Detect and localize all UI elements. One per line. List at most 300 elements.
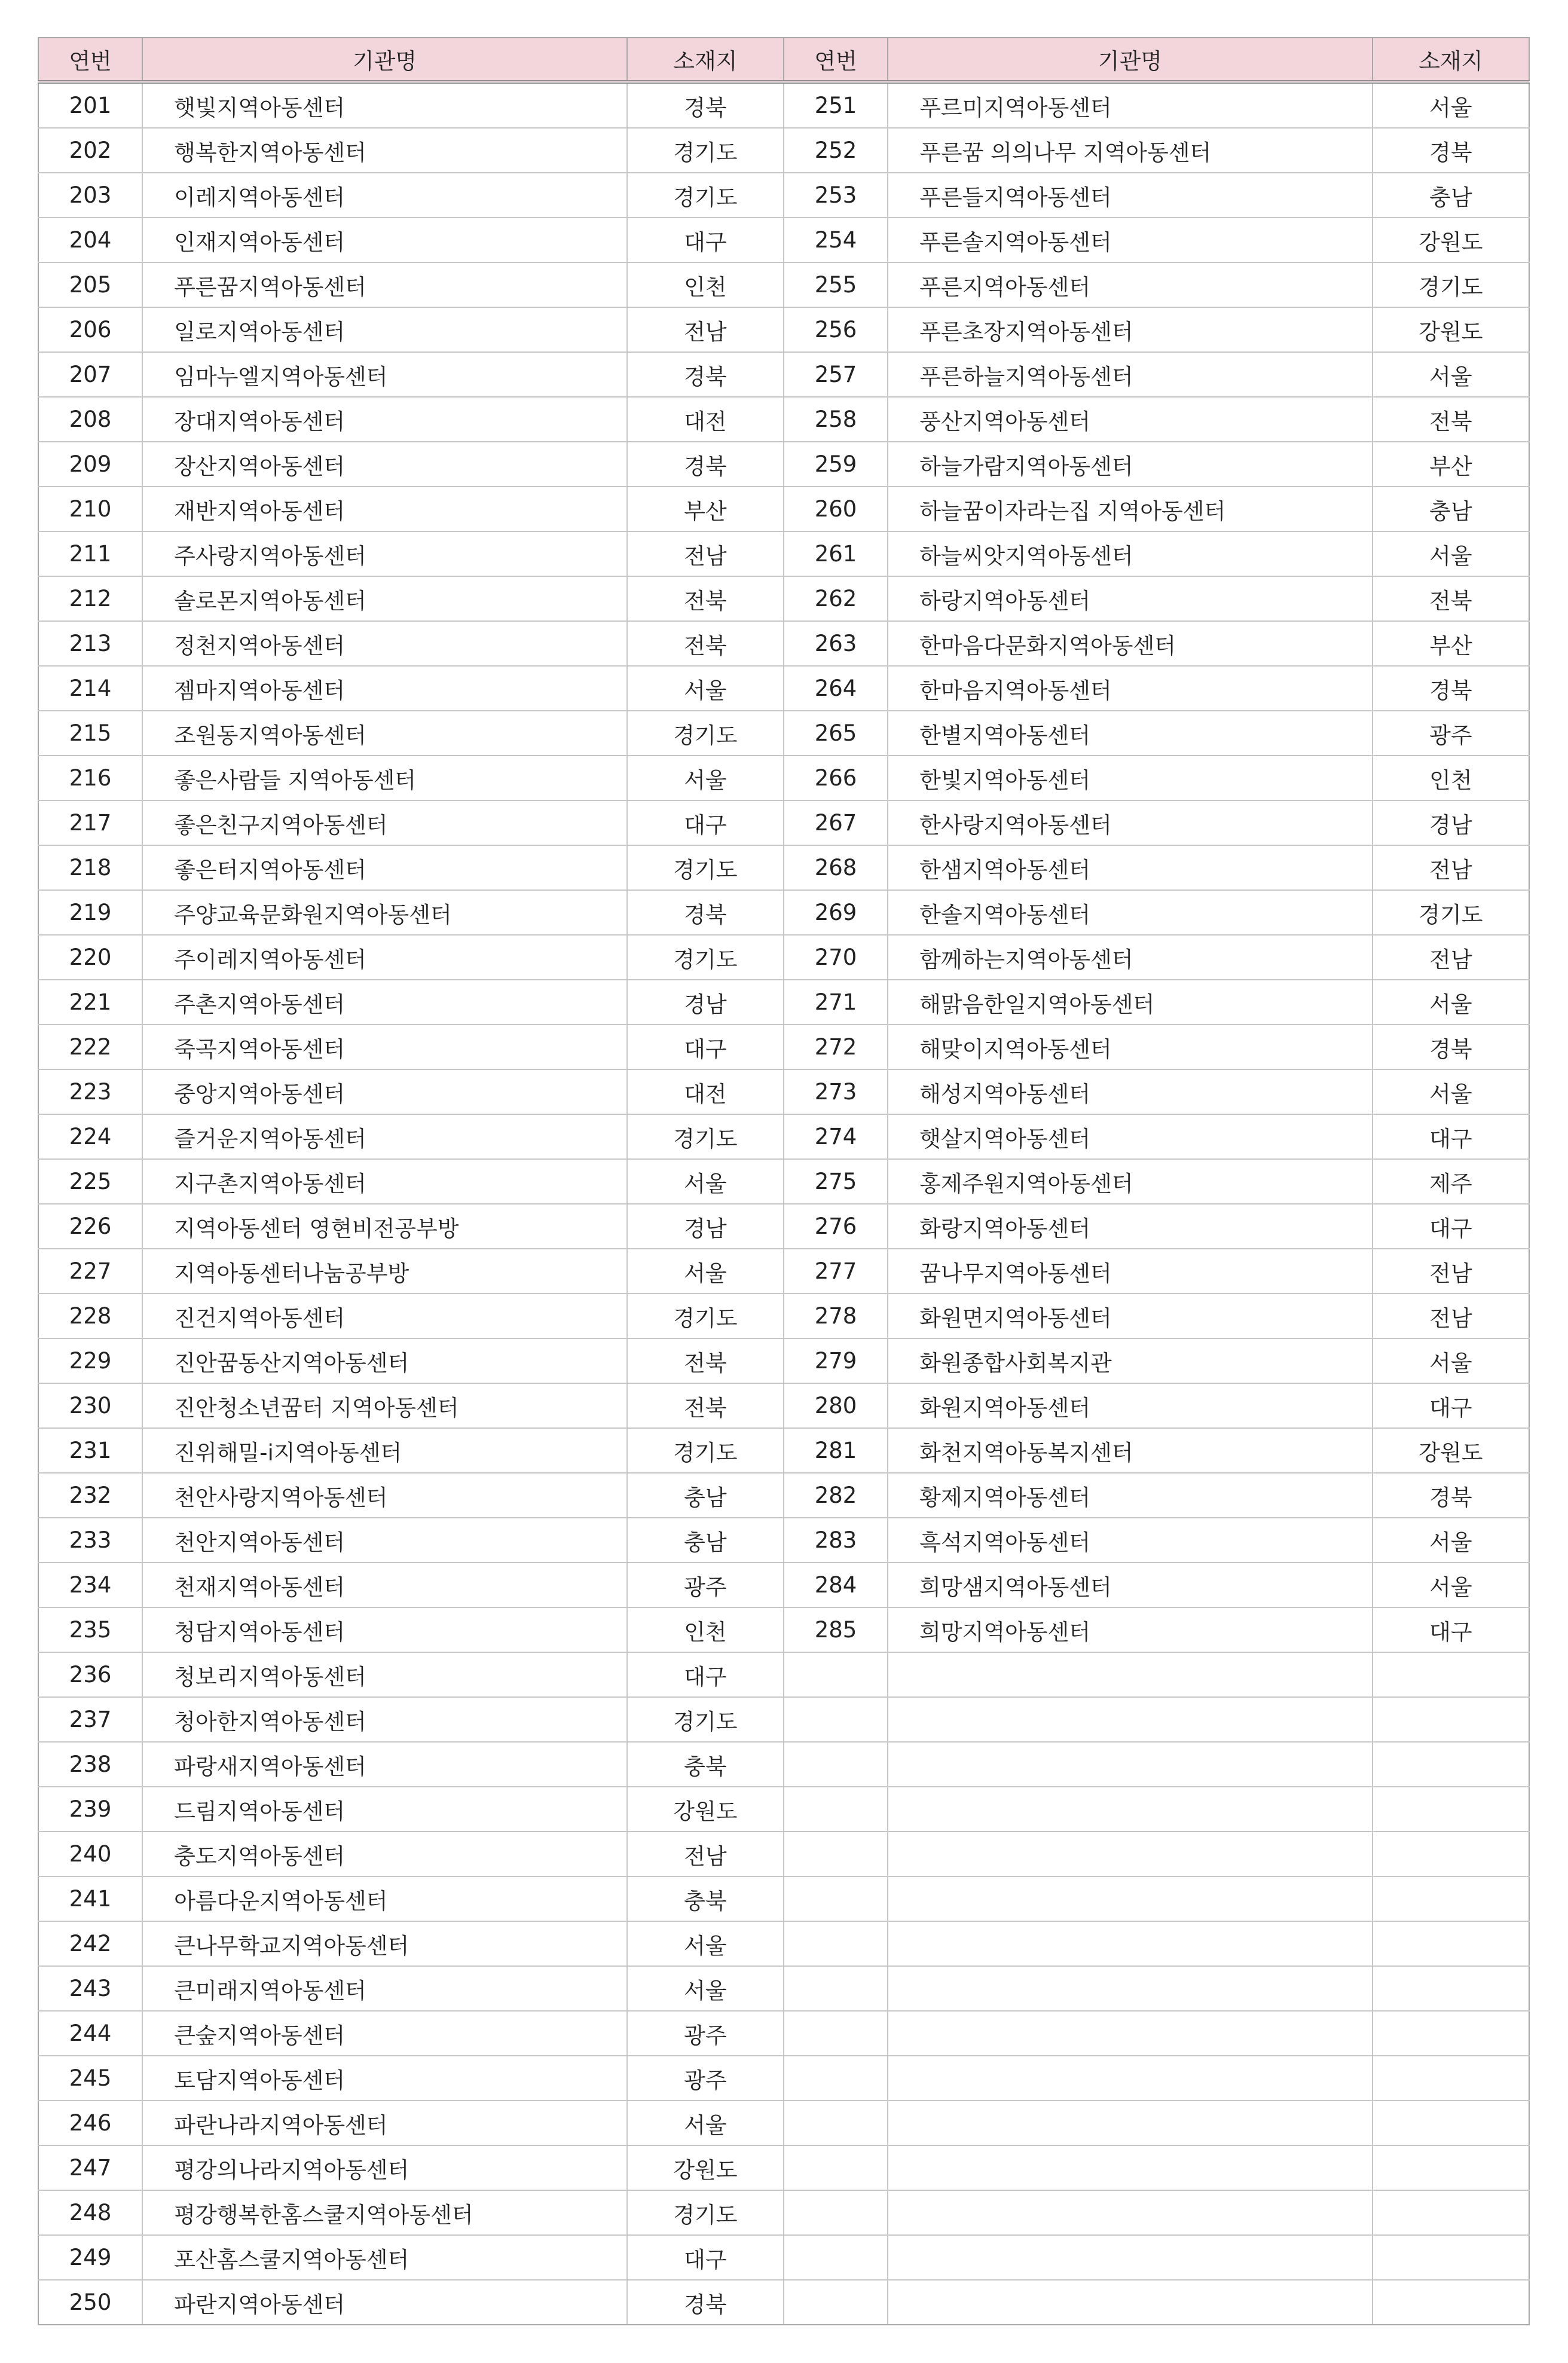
right-institution-cell: 화원면지역아동센터: [888, 1294, 1373, 1338]
table-row: [38, 218, 1529, 262]
right-institution-cell: 황제지역아동센터: [888, 1473, 1373, 1518]
left-location-cell: 강원도: [627, 1787, 784, 1832]
left-location-cell: 광주: [627, 1563, 784, 1607]
right-institution-cell: 하늘꿈이자라는집 지역아동센터: [888, 487, 1373, 531]
left-institution-cell: 주양교육문화원지역아동센터: [142, 890, 627, 935]
right-location-cell: [1373, 2101, 1529, 2145]
right-number-cell: 283: [784, 1518, 888, 1563]
left-location-cell: 대구: [627, 1652, 784, 1697]
right-number-cell: 272: [784, 1025, 888, 1069]
left-location-cell: 인천: [627, 262, 784, 307]
left-location-cell: 대구: [627, 800, 784, 845]
left-institution-cell: 젬마지역아동센터: [142, 666, 627, 711]
left-institution-cell: 정천지역아동센터: [142, 621, 627, 666]
right-number-cell: [784, 1921, 888, 1966]
right-institution-cell: 푸르미지역아동센터: [888, 82, 1373, 128]
left-institution-cell: 푸른꿈지역아동센터: [142, 262, 627, 307]
left-number-cell: 227: [38, 1249, 142, 1294]
table-row: [38, 1921, 1529, 1966]
right-institution-cell: [888, 2011, 1373, 2056]
right-number-cell: 254: [784, 218, 888, 262]
left-location-cell: 대구: [627, 1025, 784, 1069]
header-row: [38, 38, 1529, 82]
table-row: [38, 442, 1529, 487]
right-institution-cell: 해맑음한일지역아동센터: [888, 980, 1373, 1025]
left-number-cell: 244: [38, 2011, 142, 2056]
right-location-cell: [1373, 2145, 1529, 2190]
left-number-cell: 206: [38, 307, 142, 352]
right-location-cell: 경북: [1373, 666, 1529, 711]
right-institution-cell: 햇살지역아동센터: [888, 1114, 1373, 1159]
table-row: [38, 307, 1529, 352]
left-location-cell: 경기도: [627, 935, 784, 980]
right-institution-cell: 푸른솔지역아동센터: [888, 218, 1373, 262]
table-row: [38, 1518, 1529, 1563]
left-number-cell: 222: [38, 1025, 142, 1069]
right-location-cell: [1373, 1652, 1529, 1697]
left-location-cell: 충남: [627, 1473, 784, 1518]
right-institution-cell: 푸른꿈 의의나무 지역아동센터: [888, 128, 1373, 173]
right-location-cell: [1373, 1832, 1529, 1876]
right-institution-cell: 흑석지역아동센터: [888, 1518, 1373, 1563]
left-institution-cell: 주사랑지역아동센터: [142, 531, 627, 576]
table-row: [38, 1383, 1529, 1428]
table-row: [38, 397, 1529, 442]
left-location-cell: 전남: [627, 1832, 784, 1876]
table-row: [38, 262, 1529, 307]
left-number-cell: 218: [38, 845, 142, 890]
right-number-cell: 276: [784, 1204, 888, 1249]
table-row: [38, 1114, 1529, 1159]
table-row: [38, 1832, 1529, 1876]
left-location-cell: 광주: [627, 2011, 784, 2056]
right-number-cell: [784, 1832, 888, 1876]
right-institution-cell: 희망지역아동센터: [888, 1607, 1373, 1652]
right-number-cell: 263: [784, 621, 888, 666]
left-number-cell: 201: [38, 82, 142, 128]
table-row: [38, 1159, 1529, 1204]
right-number-cell: 255: [784, 262, 888, 307]
left-location-cell: 경기도: [627, 1697, 784, 1742]
left-institution-cell: 좋은친구지역아동센터: [142, 800, 627, 845]
left-location-cell: 경북: [627, 890, 784, 935]
left-location-cell: 서울: [627, 756, 784, 800]
right-location-cell: 경기도: [1373, 890, 1529, 935]
right-institution-cell: 하늘가람지역아동센터: [888, 442, 1373, 487]
right-institution-cell: 해성지역아동센터: [888, 1069, 1373, 1114]
right-institution-cell: [888, 2145, 1373, 2190]
right-institution-cell: 한별지역아동센터: [888, 711, 1373, 756]
right-number-cell: [784, 2011, 888, 2056]
left-institution-cell: 청아한지역아동센터: [142, 1697, 627, 1742]
right-number-cell: [784, 2280, 888, 2325]
right-institution-cell: 홍제주원지역아동센터: [888, 1159, 1373, 1204]
right-location-cell: [1373, 1697, 1529, 1742]
left-institution-cell: 장산지역아동센터: [142, 442, 627, 487]
right-institution-cell: [888, 2280, 1373, 2325]
table-row: [38, 2235, 1529, 2280]
left-number-cell: 245: [38, 2056, 142, 2101]
table-row: [38, 1025, 1529, 1069]
left-number-cell: 204: [38, 218, 142, 262]
table-row: [38, 756, 1529, 800]
right-institution-cell: 화원지역아동센터: [888, 1383, 1373, 1428]
right-institution-cell: [888, 2190, 1373, 2235]
left-number-cell: 202: [38, 128, 142, 173]
right-location-cell: [1373, 2280, 1529, 2325]
table-row: [38, 531, 1529, 576]
right-location-cell: [1373, 1787, 1529, 1832]
right-number-cell: [784, 1876, 888, 1921]
table-row: [38, 845, 1529, 890]
left-location-cell: 대전: [627, 1069, 784, 1114]
right-number-cell: 273: [784, 1069, 888, 1114]
left-institution-cell: 평강행복한홈스쿨지역아동센터: [142, 2190, 627, 2235]
left-location-cell: 서울: [627, 2101, 784, 2145]
left-institution-cell: 충도지역아동센터: [142, 1832, 627, 1876]
table-row: [38, 1294, 1529, 1338]
table-row: [38, 2145, 1529, 2190]
table-row: [38, 1428, 1529, 1473]
left-institution-cell: 포산홈스쿨지역아동센터: [142, 2235, 627, 2280]
right-location-cell: 충남: [1373, 173, 1529, 218]
right-number-cell: [784, 1966, 888, 2011]
right-institution-cell: 화천지역아동복지센터: [888, 1428, 1373, 1473]
right-location-cell: 제주: [1373, 1159, 1529, 1204]
table-row: [38, 2101, 1529, 2145]
right-number-cell: 275: [784, 1159, 888, 1204]
left-location-cell: 전남: [627, 531, 784, 576]
right-location-cell: 서울: [1373, 980, 1529, 1025]
right-number-cell: 261: [784, 531, 888, 576]
left-number-cell: 219: [38, 890, 142, 935]
table-row: [38, 1966, 1529, 2011]
table-row: [38, 173, 1529, 218]
right-number-cell: 277: [784, 1249, 888, 1294]
right-institution-cell: [888, 1652, 1373, 1697]
right-number-cell: 274: [784, 1114, 888, 1159]
right-location-cell: 대구: [1373, 1383, 1529, 1428]
right-location-cell: 경북: [1373, 128, 1529, 173]
left-location-cell: 전북: [627, 1338, 784, 1383]
left-institution-cell: 지구촌지역아동센터: [142, 1159, 627, 1204]
right-location-cell: [1373, 2235, 1529, 2280]
left-location-cell: 경남: [627, 1204, 784, 1249]
left-number-cell: 241: [38, 1876, 142, 1921]
left-number-cell: 220: [38, 935, 142, 980]
left-location-cell: 경기도: [627, 711, 784, 756]
right-number-cell: 278: [784, 1294, 888, 1338]
left-number-cell: 237: [38, 1697, 142, 1742]
right-location-cell: 강원도: [1373, 218, 1529, 262]
right-location-cell: 부산: [1373, 442, 1529, 487]
right-institution-cell: 푸른지역아동센터: [888, 262, 1373, 307]
left-institution-cell: 즐거운지역아동센터: [142, 1114, 627, 1159]
right-institution-cell: [888, 2235, 1373, 2280]
header-number-left: 연번: [38, 38, 142, 82]
right-institution-cell: [888, 1966, 1373, 2011]
right-institution-cell: [888, 1697, 1373, 1742]
right-institution-cell: 화랑지역아동센터: [888, 1204, 1373, 1249]
right-number-cell: 270: [784, 935, 888, 980]
right-institution-cell: 하늘씨앗지역아동센터: [888, 531, 1373, 576]
right-institution-cell: 한솔지역아동센터: [888, 890, 1373, 935]
left-institution-cell: 파란지역아동센터: [142, 2280, 627, 2325]
right-location-cell: 경북: [1373, 1025, 1529, 1069]
header-location-left: 소재지: [627, 38, 784, 82]
table-row: [38, 711, 1529, 756]
left-location-cell: 강원도: [627, 2145, 784, 2190]
left-number-cell: 229: [38, 1338, 142, 1383]
right-number-cell: 284: [784, 1563, 888, 1607]
institution-list-sheet: [38, 37, 1530, 2325]
right-location-cell: 서울: [1373, 82, 1529, 128]
right-number-cell: 267: [784, 800, 888, 845]
right-location-cell: 서울: [1373, 1069, 1529, 1114]
left-location-cell: 전북: [627, 621, 784, 666]
right-location-cell: [1373, 1742, 1529, 1787]
right-number-cell: 259: [784, 442, 888, 487]
left-institution-cell: 죽곡지역아동센터: [142, 1025, 627, 1069]
left-number-cell: 230: [38, 1383, 142, 1428]
left-institution-cell: 행복한지역아동센터: [142, 128, 627, 173]
left-institution-cell: 진위해밀-i지역아동센터: [142, 1428, 627, 1473]
left-number-cell: 223: [38, 1069, 142, 1114]
right-number-cell: 253: [784, 173, 888, 218]
left-institution-cell: 천안지역아동센터: [142, 1518, 627, 1563]
right-institution-cell: 푸른하늘지역아동센터: [888, 352, 1373, 397]
left-number-cell: 236: [38, 1652, 142, 1697]
right-institution-cell: 한샘지역아동센터: [888, 845, 1373, 890]
left-number-cell: 213: [38, 621, 142, 666]
left-institution-cell: 토담지역아동센터: [142, 2056, 627, 2101]
left-location-cell: 경기도: [627, 173, 784, 218]
left-institution-cell: 아름다운지역아동센터: [142, 1876, 627, 1921]
left-number-cell: 216: [38, 756, 142, 800]
left-institution-cell: 평강의나라지역아동센터: [142, 2145, 627, 2190]
right-institution-cell: 함께하는지역아동센터: [888, 935, 1373, 980]
left-number-cell: 212: [38, 576, 142, 621]
table-row: [38, 890, 1529, 935]
left-location-cell: 경기도: [627, 1294, 784, 1338]
right-number-cell: 257: [784, 352, 888, 397]
left-institution-cell: 큰나무학교지역아동센터: [142, 1921, 627, 1966]
right-number-cell: 258: [784, 397, 888, 442]
table-row: [38, 487, 1529, 531]
left-location-cell: 전북: [627, 576, 784, 621]
right-institution-cell: [888, 1921, 1373, 1966]
left-location-cell: 충북: [627, 1742, 784, 1787]
left-location-cell: 서울: [627, 1249, 784, 1294]
left-number-cell: 209: [38, 442, 142, 487]
right-number-cell: [784, 2190, 888, 2235]
left-location-cell: 경북: [627, 82, 784, 128]
left-institution-cell: 솔로몬지역아동센터: [142, 576, 627, 621]
right-location-cell: 서울: [1373, 1518, 1529, 1563]
table-row: [38, 1697, 1529, 1742]
right-number-cell: 265: [784, 711, 888, 756]
table-row: [38, 128, 1529, 173]
left-institution-cell: 진안청소년꿈터 지역아동센터: [142, 1383, 627, 1428]
left-institution-cell: 지역아동센터 영현비전공부방: [142, 1204, 627, 1249]
left-number-cell: 232: [38, 1473, 142, 1518]
left-location-cell: 경기도: [627, 128, 784, 173]
table-row: [38, 1473, 1529, 1518]
right-number-cell: 269: [784, 890, 888, 935]
left-number-cell: 246: [38, 2101, 142, 2145]
left-number-cell: 250: [38, 2280, 142, 2325]
table-row: [38, 1876, 1529, 1921]
header-institution-right: 기관명: [888, 38, 1373, 82]
left-number-cell: 217: [38, 800, 142, 845]
right-location-cell: 강원도: [1373, 1428, 1529, 1473]
header-number-right: 연번: [784, 38, 888, 82]
left-number-cell: 238: [38, 1742, 142, 1787]
right-number-cell: [784, 1742, 888, 1787]
right-institution-cell: 한마음다문화지역아동센터: [888, 621, 1373, 666]
left-number-cell: 221: [38, 980, 142, 1025]
right-institution-cell: [888, 2056, 1373, 2101]
left-number-cell: 226: [38, 1204, 142, 1249]
left-location-cell: 광주: [627, 2056, 784, 2101]
left-location-cell: 경북: [627, 442, 784, 487]
right-location-cell: 전남: [1373, 1249, 1529, 1294]
left-number-cell: 215: [38, 711, 142, 756]
table-row: [38, 1607, 1529, 1652]
right-number-cell: 266: [784, 756, 888, 800]
right-institution-cell: 한마음지역아동센터: [888, 666, 1373, 711]
right-location-cell: 부산: [1373, 621, 1529, 666]
right-number-cell: [784, 1652, 888, 1697]
left-location-cell: 서울: [627, 1966, 784, 2011]
table-row: [38, 2011, 1529, 2056]
right-number-cell: 271: [784, 980, 888, 1025]
right-number-cell: [784, 2145, 888, 2190]
right-institution-cell: [888, 1742, 1373, 1787]
right-location-cell: 광주: [1373, 711, 1529, 756]
header-location-right: 소재지: [1373, 38, 1529, 82]
left-institution-cell: 이레지역아동센터: [142, 173, 627, 218]
right-location-cell: [1373, 1966, 1529, 2011]
right-number-cell: 262: [784, 576, 888, 621]
right-location-cell: 경남: [1373, 800, 1529, 845]
table-row: [38, 2280, 1529, 2325]
left-location-cell: 전남: [627, 307, 784, 352]
right-location-cell: 전남: [1373, 845, 1529, 890]
left-number-cell: 210: [38, 487, 142, 531]
right-institution-cell: 꿈나무지역아동센터: [888, 1249, 1373, 1294]
left-institution-cell: 장대지역아동센터: [142, 397, 627, 442]
right-number-cell: 252: [784, 128, 888, 173]
left-institution-cell: 진건지역아동센터: [142, 1294, 627, 1338]
right-number-cell: 256: [784, 307, 888, 352]
left-number-cell: 205: [38, 262, 142, 307]
left-institution-cell: 천안사랑지역아동센터: [142, 1473, 627, 1518]
right-number-cell: 279: [784, 1338, 888, 1383]
right-location-cell: [1373, 2011, 1529, 2056]
right-institution-cell: [888, 2101, 1373, 2145]
left-institution-cell: 인재지역아동센터: [142, 218, 627, 262]
left-number-cell: 228: [38, 1294, 142, 1338]
left-location-cell: 경남: [627, 980, 784, 1025]
left-location-cell: 충남: [627, 1518, 784, 1563]
left-location-cell: 서울: [627, 666, 784, 711]
left-institution-cell: 지역아동센터나눔공부방: [142, 1249, 627, 1294]
left-number-cell: 203: [38, 173, 142, 218]
left-institution-cell: 청담지역아동센터: [142, 1607, 627, 1652]
left-number-cell: 249: [38, 2235, 142, 2280]
table-row: [38, 621, 1529, 666]
right-institution-cell: 화원종합사회복지관: [888, 1338, 1373, 1383]
left-institution-cell: 천재지역아동센터: [142, 1563, 627, 1607]
right-institution-cell: 푸른들지역아동센터: [888, 173, 1373, 218]
right-number-cell: [784, 2101, 888, 2145]
right-number-cell: [784, 1787, 888, 1832]
right-location-cell: 강원도: [1373, 307, 1529, 352]
right-institution-cell: [888, 1787, 1373, 1832]
right-location-cell: 전남: [1373, 1294, 1529, 1338]
left-location-cell: 대구: [627, 218, 784, 262]
left-institution-cell: 좋은터지역아동센터: [142, 845, 627, 890]
left-number-cell: 242: [38, 1921, 142, 1966]
right-number-cell: 280: [784, 1383, 888, 1428]
left-number-cell: 231: [38, 1428, 142, 1473]
right-institution-cell: [888, 1832, 1373, 1876]
table-row: [38, 1069, 1529, 1114]
right-location-cell: 서울: [1373, 531, 1529, 576]
table-row: [38, 352, 1529, 397]
right-location-cell: 전북: [1373, 576, 1529, 621]
table-row: [38, 1742, 1529, 1787]
left-number-cell: 211: [38, 531, 142, 576]
right-number-cell: 285: [784, 1607, 888, 1652]
left-location-cell: 인천: [627, 1607, 784, 1652]
table-row: [38, 1338, 1529, 1383]
right-number-cell: 264: [784, 666, 888, 711]
left-location-cell: 대구: [627, 2235, 784, 2280]
left-location-cell: 서울: [627, 1921, 784, 1966]
right-institution-cell: 푸른초장지역아동센터: [888, 307, 1373, 352]
right-location-cell: 서울: [1373, 352, 1529, 397]
right-location-cell: [1373, 2190, 1529, 2235]
left-location-cell: 서울: [627, 1159, 784, 1204]
right-institution-cell: 해맞이지역아동센터: [888, 1025, 1373, 1069]
left-number-cell: 234: [38, 1563, 142, 1607]
left-number-cell: 224: [38, 1114, 142, 1159]
right-number-cell: [784, 2235, 888, 2280]
left-number-cell: 214: [38, 666, 142, 711]
right-number-cell: 251: [784, 82, 888, 128]
left-institution-cell: 재반지역아동센터: [142, 487, 627, 531]
right-location-cell: 경기도: [1373, 262, 1529, 307]
left-location-cell: 경기도: [627, 1114, 784, 1159]
right-institution-cell: 희망샘지역아동센터: [888, 1563, 1373, 1607]
left-institution-cell: 큰숲지역아동센터: [142, 2011, 627, 2056]
left-number-cell: 247: [38, 2145, 142, 2190]
left-institution-cell: 햇빛지역아동센터: [142, 82, 627, 128]
right-number-cell: 281: [784, 1428, 888, 1473]
left-number-cell: 235: [38, 1607, 142, 1652]
left-institution-cell: 큰미래지역아동센터: [142, 1966, 627, 2011]
left-institution-cell: 파랑새지역아동센터: [142, 1742, 627, 1787]
table-row: [38, 1204, 1529, 1249]
table-header: [38, 38, 1529, 82]
left-number-cell: 240: [38, 1832, 142, 1876]
right-location-cell: 서울: [1373, 1338, 1529, 1383]
left-number-cell: 248: [38, 2190, 142, 2235]
left-location-cell: 충북: [627, 1876, 784, 1921]
right-number-cell: 268: [784, 845, 888, 890]
